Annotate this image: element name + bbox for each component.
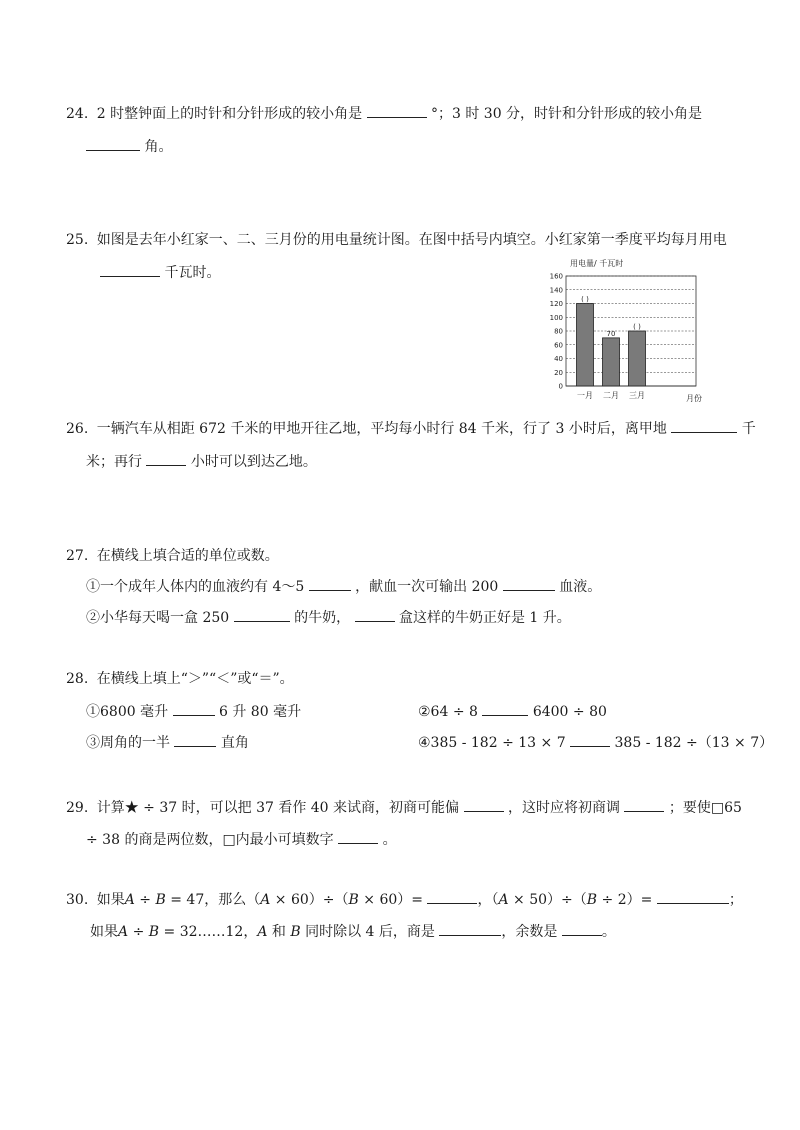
q28-i3-a: ③周角的一半	[86, 735, 170, 751]
q27-s1-a: ①一个成年人体内的血液约有 4～5	[86, 579, 305, 595]
q27-s2-a: ②小华每天喝一盒 250	[86, 610, 230, 626]
q25-text-b: 千瓦时。	[164, 265, 221, 281]
q24-text-b: °；3 时 30 分，时针和分针形成的较小角是	[430, 106, 703, 122]
chart-data-label: 70	[606, 329, 616, 338]
q27-item2	[86, 607, 571, 628]
q30-var-a: A	[498, 892, 509, 908]
q24-text-c: 角。	[144, 139, 173, 155]
chart-bar	[577, 304, 594, 387]
electricity-bar-chart	[538, 254, 718, 404]
q27-text: 在横线上填合适的单位或数。	[96, 548, 279, 564]
q30-var-a: A	[118, 924, 129, 940]
q27-s1-b: ，献血一次可输出 200	[355, 579, 499, 595]
q25-number: 25.	[66, 232, 89, 248]
q30-text: 如果	[96, 892, 125, 908]
q29-line1	[66, 797, 742, 818]
q28-i1-a: ①6800 毫升	[86, 704, 169, 720]
q24-blank-angle-type[interactable]	[86, 136, 140, 151]
chart-ytick-label: 120	[549, 300, 563, 308]
q28-i1-b: 6 升 80 毫升	[219, 704, 302, 720]
q30-blank-4[interactable]	[562, 921, 602, 936]
chart-bar	[629, 331, 646, 386]
q24-blank-angle[interactable]	[367, 103, 427, 118]
q24-number: 24.	[66, 106, 89, 122]
q30-text: ，（	[477, 892, 499, 908]
q28-item2	[418, 701, 607, 722]
q30-text: ，余数是	[501, 924, 558, 940]
q30-text: × 60）÷（	[270, 892, 349, 908]
q30-blank-2[interactable]	[657, 889, 729, 904]
chart-bars	[577, 296, 646, 387]
q28-blank-4[interactable]	[570, 732, 610, 747]
q30-var-b: B	[348, 892, 359, 908]
q28-text: 在横线上填上“＞”“＜”或“＝”。	[96, 671, 294, 687]
q28-number: 28.	[66, 671, 89, 687]
q29-blank-2[interactable]	[624, 797, 664, 812]
q28-item1	[86, 701, 301, 722]
q30-line1	[66, 889, 743, 910]
q30-text: = 32……12，	[159, 924, 258, 940]
chart-categories	[577, 391, 645, 400]
chart-ytick-label: 80	[554, 327, 563, 336]
q28-i3-b: 直角	[220, 735, 249, 751]
q30-var-b: B	[586, 892, 598, 908]
q25-line1	[66, 230, 727, 250]
q30-text: ÷ 2）=	[597, 892, 653, 908]
q27-blank-3[interactable]	[234, 607, 290, 622]
q30-text: × 50）÷（	[508, 892, 587, 908]
q30-line2	[90, 921, 616, 942]
q30-number: 30.	[66, 892, 89, 908]
q29-number: 29.	[66, 800, 89, 816]
q30-text: ；	[728, 892, 743, 908]
q24-line2	[86, 136, 172, 157]
q30-var-a: A	[124, 892, 135, 908]
q28-blank-1[interactable]	[173, 701, 215, 716]
q27-number: 27.	[66, 548, 89, 564]
chart-data-label: ( )	[581, 295, 589, 304]
q29-blank-1[interactable]	[464, 797, 504, 812]
chart-ytick-label: 40	[554, 355, 563, 363]
q30-var-b: B	[148, 924, 160, 940]
chart-ytick-label: 140	[549, 286, 563, 295]
q26-text-d: 小时可以到达乙地。	[190, 454, 317, 470]
q28-item4	[418, 732, 773, 753]
q30-text: 。	[601, 924, 616, 940]
q28-title	[66, 669, 294, 689]
q30-var-a: A	[257, 924, 268, 940]
q30-text: × 60）=	[358, 892, 424, 908]
q28-i2-a: ②64 ÷ 8	[418, 704, 478, 720]
q30-var-a: A	[260, 892, 271, 908]
q30-blank-3[interactable]	[439, 921, 501, 936]
chart-xlabel: 月份	[686, 394, 702, 403]
q25-blank-average[interactable]	[100, 262, 160, 277]
chart-ytick-label: 20	[554, 368, 563, 377]
q26-text-c: 米；再行	[86, 454, 142, 470]
q24-text-a: 2 时整钟面上的时针和分针形成的较小角是	[96, 106, 363, 122]
q29-text-b: ，这时应将初商调	[507, 800, 620, 816]
chart-data-label: ( )	[633, 323, 641, 331]
chart-category-label: 一月	[577, 391, 593, 400]
q28-i4-b: 385 - 182 ÷（13 × 7）	[614, 735, 774, 751]
q27-s2-b: 的牛奶，	[294, 610, 351, 626]
q26-text-a: 一辆汽车从相距 672 千米的甲地开往乙地，平均每小时行 84 千米，行了 3 小时后，离甲地	[96, 421, 667, 437]
chart-category-label: 二月	[603, 391, 619, 400]
chart-ylabel: 用电量/ 千瓦时	[570, 259, 624, 268]
q30-text: 同时除以 4 后，商是	[300, 924, 435, 940]
q27-blank-4[interactable]	[355, 607, 395, 622]
q27-s1-c: 血液。	[559, 579, 602, 595]
q26-number: 26.	[66, 421, 89, 437]
chart-ytick-label: 100	[549, 313, 563, 322]
chart-ytick-label: 60	[554, 341, 563, 350]
q25-text-a: 如图是去年小红家一、二、三月份的用电量统计图。在图中括号内填空。小红家第一季度平均每月用电	[96, 232, 727, 248]
q30-text: ÷	[134, 892, 156, 908]
q26-line1	[66, 418, 756, 439]
q26-line2	[86, 451, 317, 472]
q24-line1	[66, 103, 702, 124]
q29-text-e: 。	[382, 832, 397, 848]
q28-blank-3[interactable]	[174, 732, 216, 747]
q30-var-b: B	[290, 924, 301, 940]
q30-text: 和	[267, 924, 291, 940]
q28-blank-2[interactable]	[482, 701, 528, 716]
q29-blank-3[interactable]	[338, 829, 378, 844]
chart-category-label: 三月	[629, 391, 645, 400]
q27-item1	[86, 576, 601, 597]
q30-var-b: B	[155, 892, 166, 908]
q29-line2	[86, 829, 397, 850]
q26-blank-hours[interactable]	[146, 451, 186, 466]
q27-blank-1[interactable]	[309, 576, 351, 591]
q30-text: = 47，那么（	[165, 892, 261, 908]
q27-blank-2[interactable]	[503, 576, 555, 591]
q30-text: ÷	[128, 924, 149, 940]
q26-text-b: 千	[741, 421, 756, 437]
q27-s2-c: 盒这样的牛奶正好是 1 升。	[398, 610, 571, 626]
q29-text-c: ；要使□65	[668, 800, 742, 816]
chart-bar	[603, 338, 620, 386]
q29-text-a: 计算★ ÷ 37 时，可以把 37 看作 40 来试商，初商可能偏	[96, 800, 460, 816]
q29-text-d: ÷ 38 的商是两位数，□内最小可填数字	[86, 832, 334, 848]
q30-text: 如果	[90, 924, 118, 940]
chart-ytick-label: 160	[549, 272, 563, 281]
q26-blank-distance[interactable]	[671, 418, 737, 433]
q28-i2-b: 6400 ÷ 80	[532, 704, 607, 720]
chart-ytick-label: 0	[558, 382, 563, 391]
chart-ticks	[550, 273, 563, 391]
q30-blank-1[interactable]	[427, 889, 477, 904]
q25-line2	[100, 262, 220, 283]
q28-item3	[86, 732, 249, 753]
q28-i4-a: ④385 - 182 ÷ 13 × 7	[418, 735, 566, 751]
q27-title	[66, 546, 279, 566]
